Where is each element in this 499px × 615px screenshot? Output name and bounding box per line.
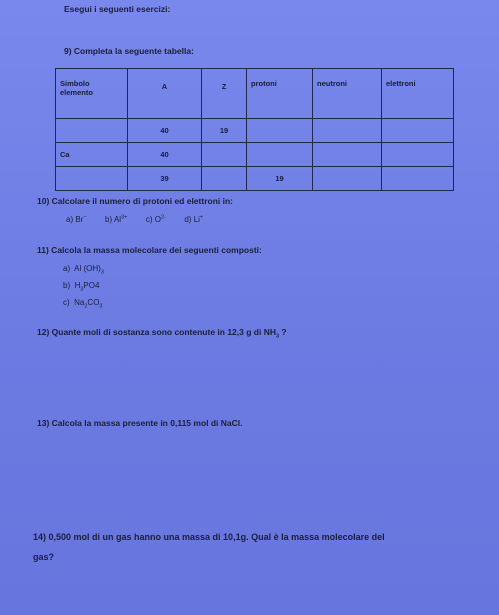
- table-cell[interactable]: [56, 167, 128, 191]
- header-cell-symbol: Simbolo elemento: [56, 69, 128, 119]
- table-cell[interactable]: [202, 167, 247, 191]
- table-cell[interactable]: [313, 167, 382, 191]
- exercise-11-title: 11) Calcola la massa molecolare dei seguenti composti:: [37, 245, 262, 255]
- exercise-9-title: 9) Completa la seguente tabella:: [64, 46, 194, 56]
- formula-subscript: 3: [275, 333, 280, 340]
- formula: CO: [87, 298, 100, 307]
- table-row: [56, 143, 454, 167]
- table-cell[interactable]: [313, 119, 382, 143]
- exercise-10-title: 10) Calcolare il numero di protoni ed elettroni in:: [37, 196, 233, 206]
- header-cell-z: Z: [202, 69, 247, 119]
- item-label: b): [63, 281, 71, 290]
- table-cell[interactable]: [382, 119, 454, 143]
- table-cell[interactable]: 40: [128, 143, 202, 167]
- exercise-11-item-c: [63, 298, 103, 310]
- table-cell[interactable]: [247, 143, 313, 167]
- table-cell[interactable]: [202, 143, 247, 167]
- table-row: [56, 119, 454, 143]
- exercise-13-text: 13) Calcola la massa presente in 0,115 mol di NaCl.: [37, 418, 243, 428]
- page-title: Esegui i seguenti esercizi:: [64, 4, 171, 14]
- item-b-base: Al: [113, 215, 122, 224]
- item-b-label: b): [105, 215, 113, 224]
- exercise-9-table: [55, 68, 454, 191]
- header-cell-a: A: [128, 69, 202, 119]
- table-cell[interactable]: [247, 119, 313, 143]
- table-cell[interactable]: [313, 143, 382, 167]
- header-cell-protons: protoni: [247, 69, 313, 119]
- item-label: a): [63, 264, 71, 273]
- header-cell-electrons: elettroni: [382, 69, 454, 119]
- item-d-label: d): [184, 215, 192, 224]
- item-c-base: O: [154, 215, 161, 224]
- item-label: c): [63, 298, 70, 307]
- exercise-11-item-a: [63, 264, 104, 276]
- table-cell[interactable]: [382, 143, 454, 167]
- question-text: 12) Quante moli di sostanza sono contenute in 12,3 g di NH: [37, 327, 276, 337]
- question-end: ?: [279, 327, 287, 337]
- table-header-row: [56, 69, 454, 119]
- formula: Na: [74, 298, 85, 307]
- table-cell[interactable]: 39: [128, 167, 202, 191]
- exercise-14-line1: 14) 0,500 mol di un gas hanno una massa di 10,1g. Qual è la massa molecolare del: [33, 532, 385, 542]
- item-a-base: Br: [75, 215, 84, 224]
- table-cell[interactable]: Ca: [56, 143, 128, 167]
- formula-subscript: 3: [99, 303, 103, 310]
- header-cell-neutrons: neutroni: [313, 69, 382, 119]
- item-a-charge: −: [83, 214, 87, 221]
- formula: PO4: [83, 281, 100, 290]
- table-cell[interactable]: [382, 167, 454, 191]
- formula: H: [74, 281, 81, 290]
- item-c-label: c): [145, 215, 153, 224]
- exercise-11-item-b: [63, 281, 100, 293]
- item-a-label: a): [66, 215, 74, 224]
- formula-subscript: 3: [80, 286, 84, 293]
- item-d-charge: +: [199, 214, 204, 221]
- item-b-charge: 3+: [121, 214, 128, 221]
- formula-subscript: 3: [100, 269, 104, 276]
- table-row: [56, 167, 454, 191]
- formula: Al (OH): [74, 264, 101, 273]
- table-cell[interactable]: 40: [128, 119, 202, 143]
- formula-subscript: 2: [84, 303, 88, 310]
- exercise-12-text: [37, 327, 287, 340]
- table-cell[interactable]: 19: [247, 167, 313, 191]
- table-cell[interactable]: [56, 119, 128, 143]
- exercise-14-line2: gas?: [33, 552, 55, 562]
- item-d-base: Li: [193, 215, 200, 224]
- item-c-charge: 2-: [160, 214, 166, 221]
- table-cell[interactable]: 19: [202, 119, 247, 143]
- exercise-10-items: [66, 215, 203, 224]
